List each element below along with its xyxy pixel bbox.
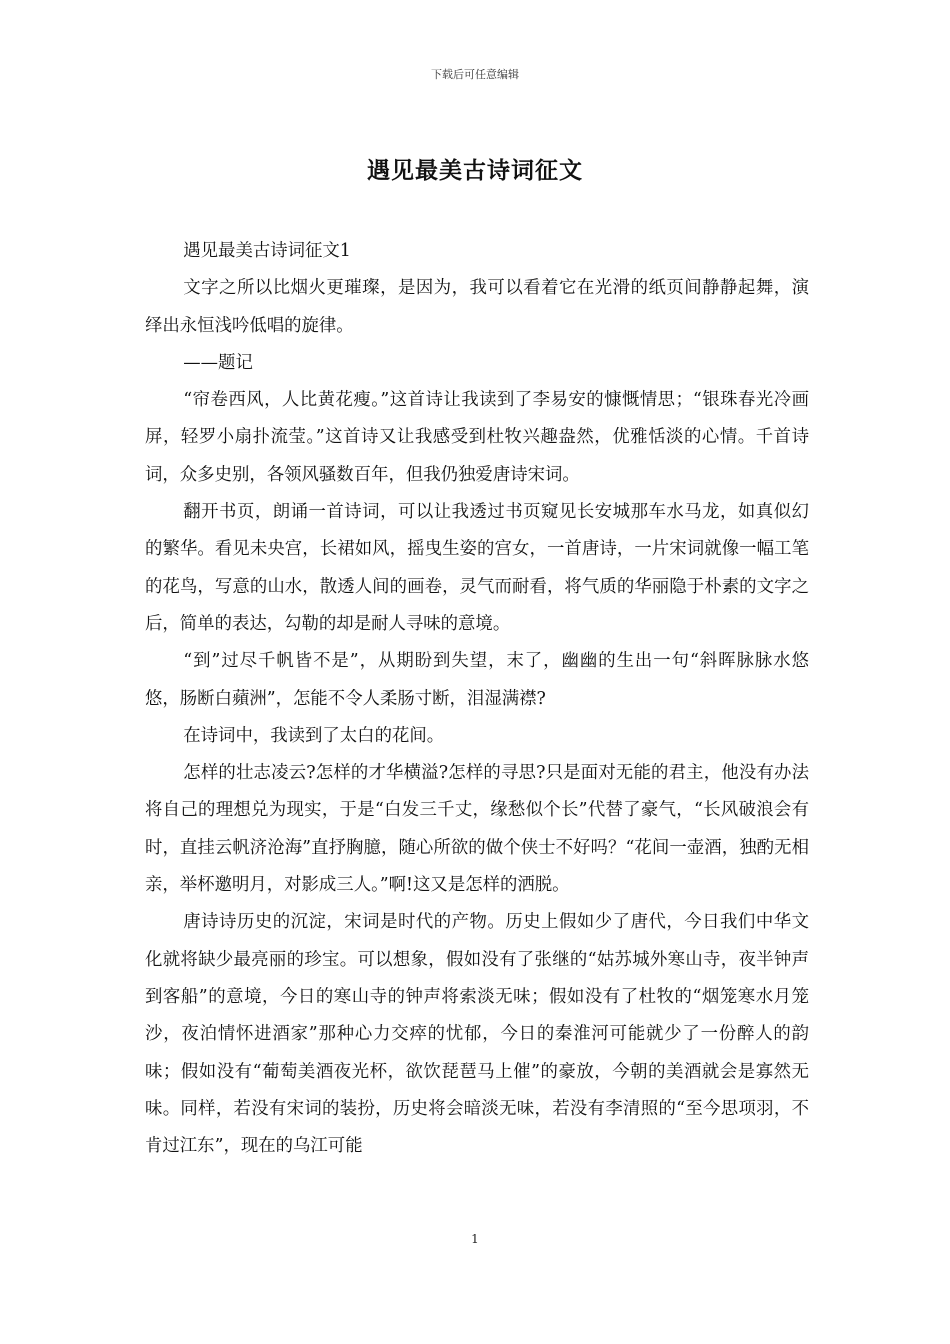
paragraph: 翻开书页，朗诵一首诗词，可以让我透过书页窥见长安城那车水马龙，如真似幻的繁华。看见未央宫，长裙如风，摇曳生姿的宫女，一首唐诗，一片宋词就像一幅工笔的花鸟，写意的山水，散透人间的画卷，灵气而耐看，将气质的华丽隐于朴素的文字之后，简单的表达，勾勒的却是耐人寻味的意境。	[145, 502, 809, 634]
section-heading: 遇见最美古诗词征文1	[183, 241, 351, 261]
document-title: 遇见最美古诗词征文	[367, 157, 583, 184]
header-note: 下载后可任意编辑	[431, 68, 519, 81]
paragraph: 怎样的壮志凌云?怎样的才华横溢?怎样的寻思?只是面对无能的君主，他没有办法将自己的理想兑为现实，于是“白发三千丈，缘愁似个长”代替了豪气，“长风破浪会有时，直挂云帆济沧海”直抒胸臆，随心所欲的做个侠士不好吗？“花间一壶酒，独酌无相亲，举杯邀明月，对影成三人。”啊!这又是怎样的洒脱。	[145, 763, 809, 896]
paragraph: “帘卷西风，人比黄花瘦。”这首诗让我读到了李易安的慷慨情思；“银珠春光冷画屏，轻罗小扇扑流莹。”这首诗又让我感受到杜牧兴趣盎然，优雅恬淡的心情。千首诗词，众多史别，各领风骚数百年，但我仍独爱唐诗宋词。	[145, 390, 809, 485]
paragraph: 文字之所以比烟火更璀璨，是因为，我可以看着它在光滑的纸页间静静起舞，演绎出永恒浅吟低唱的旋律。	[145, 278, 809, 336]
paragraph: “到”过尽千帆皆不是”，从期盼到失望，末了，幽幽的生出一句“斜晖脉脉水悠悠，肠断白蘋洲”，怎能不令人柔肠寸断，泪湿满襟?	[145, 651, 809, 709]
epigraph-attribution: ——题记	[183, 352, 253, 373]
paragraph: 唐诗诗历史的沉淀，宋词是时代的产物。历史上假如少了唐代，今日我们中华文化就将缺少最亮丽的珍宝。可以想象，假如没有了张继的“姑苏城外寒山寺，夜半钟声到客船”的意境，今日的寒山寺的钟声将索淡无味；假如没有了杜牧的“烟笼寒水月笼沙，夜泊情怀进酒家”那种心力交瘁的忧郁，今日的秦淮河可能就少了一份醉人的韵味；假如没有“葡萄美酒夜光杯，欲饮琵琶马上催”的豪放，今朝的美酒就会是寡然无味。同样，若没有宋词的装扮，历史将会暗淡无味，若没有李清照的“至今思项羽，不肯过江东”，现在的乌江可能	[145, 912, 809, 1157]
page-number: 1	[471, 1232, 479, 1246]
paragraph: 在诗词中，我读到了太白的花间。	[183, 725, 445, 746]
document-body	[145, 233, 809, 1165]
